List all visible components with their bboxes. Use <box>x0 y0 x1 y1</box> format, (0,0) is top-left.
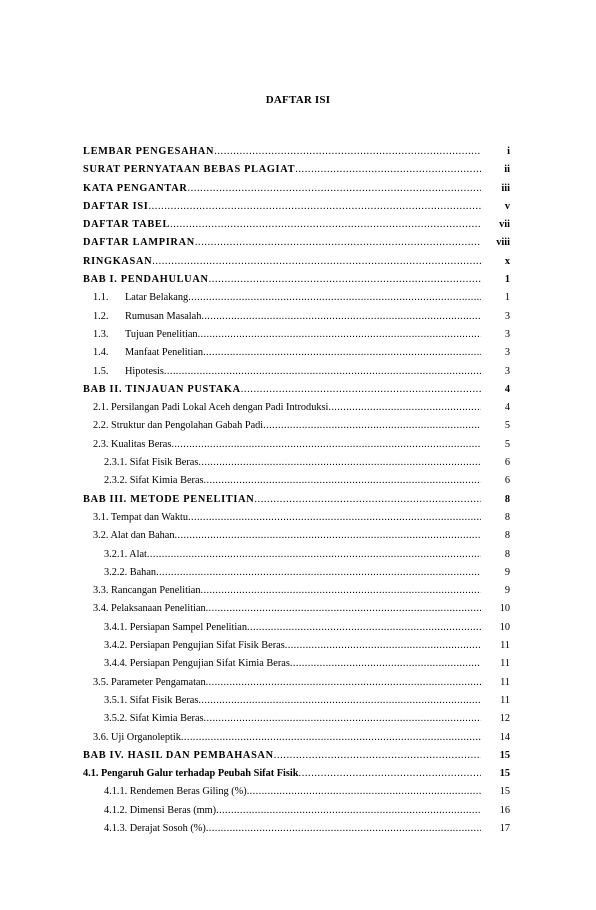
toc-entry <box>0 308 596 326</box>
toc-entry-page: 10 <box>499 603 510 615</box>
toc-entry-leader <box>104 802 481 820</box>
toc-entry-label: 4.1. Pengaruh Galur terhadap Peubah Sifat Fisik <box>83 768 299 780</box>
toc-entry-page: 4 <box>504 383 510 395</box>
toc-entry-page: 5 <box>504 438 510 450</box>
toc-entry-leader <box>93 417 481 435</box>
toc-entry-leader <box>93 582 481 600</box>
toc-entry-label: 3.5.1. Sifat Fisik Beras <box>104 694 199 706</box>
toc-entry-label: 3.3. Rancangan Penelitian <box>93 585 201 597</box>
toc-entry <box>0 710 596 728</box>
toc-entry-leader <box>83 381 481 399</box>
toc-entry-leader <box>93 399 481 417</box>
toc-entry-label: BAB I. PENDAHULUAN <box>83 274 209 286</box>
toc-entry-label: KATA PENGANTAR <box>83 182 188 194</box>
toc-entry-page: 16 <box>499 804 510 816</box>
toc-entry-label: 3.1. Tempat dan Waktu <box>93 511 189 523</box>
toc-entry-leader <box>93 436 481 454</box>
toc-entry-label: 3.4.1. Persiapan Sampel Penelitian <box>104 621 247 633</box>
toc-entry-label: Manfaat Penelitian <box>125 347 204 359</box>
toc-entry <box>0 271 596 289</box>
toc-entry <box>0 436 596 454</box>
toc-entry-page: 11 <box>500 640 510 652</box>
toc-entry-page: 4 <box>504 402 510 414</box>
toc-entry <box>0 491 596 509</box>
toc-entry <box>0 802 596 820</box>
toc-entry-label: 4.1.1. Rendemen Beras Giling (%) <box>104 786 247 798</box>
toc-entry-page: 8 <box>504 548 510 560</box>
toc-entry-leader <box>83 143 481 161</box>
toc-entry-label: 3.5. Parameter Pengamatan <box>93 676 206 688</box>
toc-entry-label: BAB II. TINJAUAN PUSTAKA <box>83 383 241 395</box>
toc-entry-page: 1 <box>504 274 510 286</box>
toc-entry-page: x <box>504 255 510 267</box>
toc-entry-page: 8 <box>504 493 510 505</box>
toc-entry-page: vii <box>499 219 510 231</box>
toc-entry-label: 3.4.4. Persiapan Pengujian Sifat Kimia Beras <box>104 658 290 670</box>
toc-entry-leader <box>83 253 481 271</box>
toc-entry-leader <box>104 783 481 801</box>
toc-entry-leader <box>93 674 481 692</box>
toc-entry-leader <box>83 161 481 179</box>
toc-entry-label: Hipotesis <box>125 365 164 377</box>
toc-entry-leader <box>104 546 481 564</box>
toc-entry-page: 15 <box>499 768 510 780</box>
toc-entry-leader <box>83 216 481 234</box>
toc-entry-label: DAFTAR TABEL <box>83 219 171 231</box>
toc-entry-label: Tujuan Penelitian <box>125 328 198 340</box>
toc-entry-page: 15 <box>499 786 510 798</box>
toc-entry-label: 2.3. Kualitas Beras <box>93 438 172 450</box>
toc-entry-label: DAFTAR ISI <box>83 200 149 212</box>
toc-entry-leader <box>104 564 481 582</box>
toc-entry <box>0 820 596 838</box>
toc-entry-page: 3 <box>504 328 510 340</box>
toc-entry-page: 17 <box>499 822 510 834</box>
toc-entry-page: 9 <box>504 585 510 597</box>
toc-entry-leader <box>83 271 481 289</box>
toc-entry-label: 4.1.2. Dimensi Beras (mm) <box>104 804 217 816</box>
toc-entry-page: 9 <box>504 566 510 578</box>
toc-entry-label: 4.1.3. Derajat Sosoh (%) <box>104 822 206 834</box>
toc-entry <box>0 765 596 783</box>
toc-entry <box>0 783 596 801</box>
toc-entry <box>0 619 596 637</box>
toc-entry-page: 3 <box>504 347 510 359</box>
toc-entry <box>0 472 596 490</box>
toc-entry-label: SURAT PERNYATAAN BEBAS PLAGIAT <box>83 164 296 176</box>
toc-entry-label: Rumusan Masalah <box>125 310 202 322</box>
toc-entry-leader <box>83 747 481 765</box>
toc-entry <box>0 509 596 527</box>
toc-entry-page: 8 <box>504 511 510 523</box>
toc-entry-leader <box>125 363 481 381</box>
toc-entry-label: 2.2. Struktur dan Pengolahan Gabah Padi <box>93 420 264 432</box>
toc-entry <box>0 637 596 655</box>
toc-entry-leader <box>104 619 481 637</box>
toc-entry-leader <box>93 729 481 747</box>
toc-entry-page: 11 <box>500 658 510 670</box>
toc-entry <box>0 674 596 692</box>
toc-entry-label: 2.3.1. Sifat Fisik Beras <box>104 457 199 469</box>
toc-entry-page: 1 <box>504 292 510 304</box>
toc-entry <box>0 454 596 472</box>
toc-entry-leader <box>104 710 481 728</box>
toc-entry <box>0 692 596 710</box>
toc-entry-leader <box>125 326 481 344</box>
toc-entry-leader <box>83 765 481 783</box>
toc-entry-page: 5 <box>504 420 510 432</box>
toc-entry-leader <box>104 655 481 673</box>
page-title: DAFTAR ISI <box>265 94 331 106</box>
toc-entry-leader <box>93 509 481 527</box>
toc-entry-label: 3.2.2. Bahan <box>104 566 157 578</box>
toc-entry-leader <box>83 198 481 216</box>
toc-entry-page: viii <box>496 237 510 249</box>
toc-entry <box>0 417 596 435</box>
toc-entry-leader <box>83 491 481 509</box>
toc-entry-page: 6 <box>504 457 510 469</box>
toc-entry <box>0 564 596 582</box>
toc-entry <box>0 161 596 179</box>
toc-entry <box>0 253 596 271</box>
toc-entry <box>0 399 596 417</box>
toc-entry <box>0 180 596 198</box>
toc-entry-number: 1.1. <box>93 292 109 304</box>
toc-entry-label: DAFTAR LAMPIRAN <box>83 237 195 249</box>
toc-entry-label: 3.4.2. Persiapan Pengujian Sifat Fisik Beras <box>104 640 285 652</box>
toc-entry-leader <box>83 180 481 198</box>
toc-entry-number: 1.3. <box>93 328 109 340</box>
toc-entry <box>0 289 596 307</box>
toc-entry-page: 3 <box>504 365 510 377</box>
toc-entry-label: BAB IV. HASIL DAN PEMBAHASAN <box>83 749 274 761</box>
toc-entry-label: 3.5.2. Sifat Kimia Beras <box>104 713 204 725</box>
toc-entry-leader <box>125 289 481 307</box>
toc-entry <box>0 216 596 234</box>
toc-entry <box>0 729 596 747</box>
toc-entry-leader <box>125 308 481 326</box>
toc-entry <box>0 234 596 252</box>
toc-entry-page: 11 <box>500 694 510 706</box>
toc-entry-label: LEMBAR PENGESAHAN <box>83 146 215 157</box>
toc-entry-page: ii <box>504 164 510 176</box>
toc-entry-page: 3 <box>504 310 510 322</box>
toc-entry-page: 10 <box>499 621 510 633</box>
toc-entry-label: Latar Belakang <box>125 292 189 304</box>
toc-entry-leader <box>83 234 481 252</box>
toc-entry-page: 8 <box>504 530 510 542</box>
toc-entry-leader <box>104 454 481 472</box>
toc-entry-page: i <box>507 146 510 157</box>
toc-entry-number: 1.5. <box>93 365 109 377</box>
toc-entry <box>0 381 596 399</box>
toc-entry-number: 1.2. <box>93 310 109 322</box>
toc-entry-leader <box>104 472 481 490</box>
toc-entry-leader <box>104 820 481 838</box>
toc-entry <box>0 198 596 216</box>
table-of-contents <box>0 143 596 838</box>
toc-entry-page: 14 <box>499 731 510 743</box>
toc-entry-page: 11 <box>500 676 510 688</box>
toc-entry <box>0 344 596 362</box>
toc-entry-label: 3.4. Pelaksanaan Penelitian <box>93 603 206 615</box>
toc-entry <box>0 546 596 564</box>
toc-entry-leader <box>104 692 481 710</box>
toc-entry <box>0 582 596 600</box>
toc-entry <box>0 600 596 618</box>
toc-entry <box>0 143 596 161</box>
toc-entry <box>0 326 596 344</box>
toc-entry-label: 3.6. Uji Organoleptik <box>93 731 181 743</box>
toc-entry-page: v <box>504 200 510 212</box>
toc-entry-page: 6 <box>504 475 510 487</box>
toc-entry-leader <box>93 600 481 618</box>
toc-entry-label: 2.3.2. Sifat Kimia Beras <box>104 475 204 487</box>
toc-entry-page: 12 <box>499 713 510 725</box>
toc-entry-label: RINGKASAN <box>83 255 153 267</box>
toc-entry-label: BAB III. METODE PENELITIAN <box>83 493 255 505</box>
toc-entry-leader <box>125 344 481 362</box>
toc-entry <box>0 527 596 545</box>
toc-entry-page: iii <box>501 182 510 194</box>
toc-entry-leader <box>93 527 481 545</box>
toc-entry-label: 2.1. Persilangan Padi Lokal Aceh dengan Padi Introduksi <box>93 402 329 414</box>
toc-entry-number: 1.4. <box>93 347 109 359</box>
toc-entry-label: 3.2. Alat dan Bahan <box>93 530 175 542</box>
toc-entry-leader <box>104 637 481 655</box>
toc-entry-page: 15 <box>499 749 510 761</box>
toc-entry-label: 3.2.1. Alat <box>104 548 147 560</box>
toc-entry <box>0 363 596 381</box>
toc-entry <box>0 655 596 673</box>
toc-entry <box>0 747 596 765</box>
